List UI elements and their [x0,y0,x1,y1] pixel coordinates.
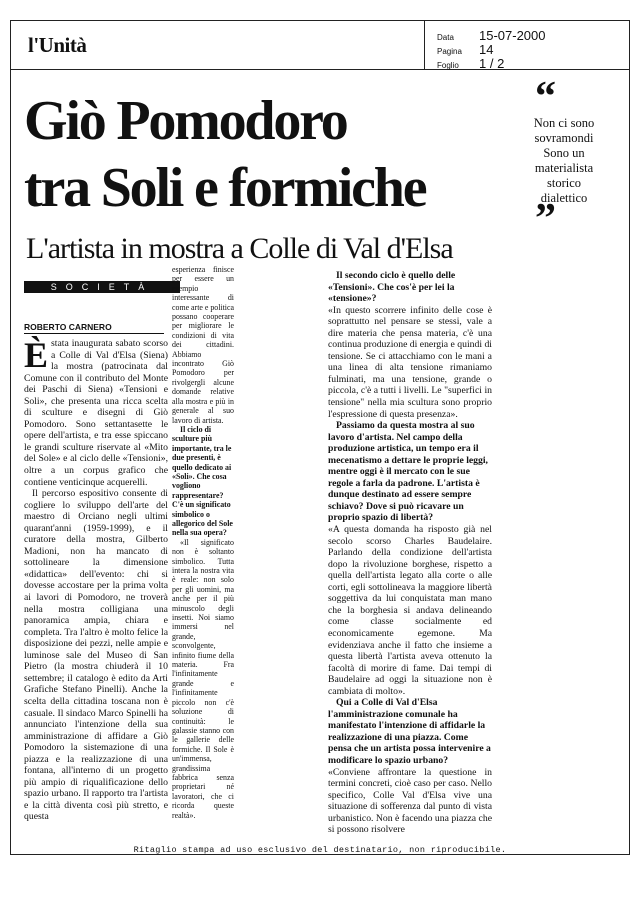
interview-answer: «In questo scorrere infinito delle cose è soprattutto nel pensare se stessi, vale a dire materia che pensa materia, c'è una continua produzione di energia e quindi di tensione. Se ci attacchiamo con le mani a una linea di alta tensione rimaniamo fulminati, ma una tensione, grande o piccola, c'è a tutti i livelli. Le "superfici in tensione" nella mia scultura sono proprio l'espressione di questa presenza». [328,304,492,420]
meta-sheet-value: 1 / 2 [479,56,505,71]
drop-cap: È [24,335,49,375]
interview-answer: «Il significato non è soltanto simbolico. Tutta intera la nostra vita è reale: non solo per gli uomini, ma anche per il più minuscolo degli insetti. Noi siamo immersi nel grande, sconvolgente, infinito fiume della materia. Fra l'infinitamente grande e l'infinitamente piccolo non c'è soluzione di continuità: le galassie stanno con le gallerie delle formiche. Il Sole è un'immensa, grandissima fabbrica senza proprietari né lavoratori, che ci ricorda queste realtà». [172,537,234,820]
headline-line-1: Giò Pomodoro [24,90,347,152]
article-paragraph: stata inaugurata sabato scorso a Colle di Val d'Elsa (Siena) la mostra (patrocinata dal Comune con il contributo del Monte dei Paschi di Siena) «Tensioni e Soli», che presenta una ricca scelta di sculture e disegni di Giò Pomodoro. Sono settantasette le opere dell'artista, e tra esse spiccano le grandi sculture riservate al «Mito del Sole» e al ciclo delle «Tensioni», oltre a un corpus grafico che contiene venticinque acquerelli. [24,338,168,488]
newspaper-masthead: l'Unità [28,33,87,57]
pull-quote-line: sovramondi [534,131,594,145]
interview-answer: «Conviene affrontare la questione in termini concreti, cioè caso per caso. Nello specifico, Colle Val d'Elsa vive una situazione di sofferenza dal punto di vista urbanistico. Non è facendo una piazza che si possono risolvere [328,766,492,836]
meta-sheet-row [437,55,504,73]
headline-line-2: tra Soli e formiche [24,157,426,219]
meta-date-value: 15-07-2000 [479,28,546,43]
pull-quote-line: Sono un [543,146,585,160]
byline-rule [24,333,164,334]
close-quote-icon: ” [535,196,556,242]
meta-page-value: 14 [479,42,494,57]
pull-quote [508,116,620,206]
meta-page-label: Pagina [437,47,462,56]
section-label: SOCIETÀ [24,281,180,293]
article-column-3 [328,270,492,836]
interview-question: Qui a Colle di Val d'Elsa l'amministrazione comunale ha manifestato l'intenzione di affidarle la realizzazione di una piazza. Come pensa che un artista possa intervenire a modificare lo spazio urbano? [328,697,491,766]
interview-question: Il ciclo di sculture più importante, tra le due presenti, è quello dedicato ai «Soli». Che cosa vogliono rappresentare? C'è un significato simbolico o allegorico del Sole nella sua opera? [172,424,233,538]
pull-quote-line: materialista [534,161,594,175]
interview-answer: «A questa domanda ha risposto già nel secolo scorso Charles Baudelaire. Parlando della condizione dell'artista dopo la rivoluzione borghese, rispetto a quella dell'artista legato alla corte o alle corti, egli sottolineava la maggiore libertà soggettiva da lui conquistata man mano che la borghesia si andava delineando come classe socialmente ed economicamente egemone. Ma evidenziava anche il fatto che insieme a questa libertà l'artista aveva ottenuto la facoltà di morire di fame. Dai tempi di Baudelaire ad oggi la situazione non è cambiata di molto». [328,524,492,697]
meta-date-label: Data [437,33,454,42]
article-column-1 [24,335,168,823]
author-byline: ROBERTO CARNERO [24,322,112,332]
clipping-metadata [424,20,631,70]
article-paragraph: Il percorso espositivo consente di cogliere lo sviluppo dell'arte del maestro di Orciano negli ultimi quarant'anni (1959-1999), e il curatore della mostra, Gilberto Madioni, non ha mancato di sottolineare la dimensione «didattica» dell'evento: chi si dovesse accostare per la prima volta ai lavori di Pomodoro, ne troverà nella mostra colligiana una panoramica ampia, chiara e completa. Tra l'altro è molto felice la disposizione dei pezzi, nelle ampie e luminose sale del Museo di San Pietro (la mostra chiuderà il 10 settembre; il catalogo è edito da Arti Grafiche Stefano Pinelli). Anche la scelta della cittadina toscana non è casuale. Il sindaco Marco Spinelli ha annunciato l'intenzione della sua amministrazione di affidare a Giò Pomodoro la sistemazione di una piazza e la realizzazione di una fontana, all'interno di un progetto più ampio di riqualificazione dello spazio urbano. Il rapporto tra l'artista e la città diventa così più stretto, e questa [24,488,168,823]
open-quote-icon: “ [535,74,556,120]
clipping-footer-notice: Ritaglio stampa ad uso esclusivo del destinatario, non riproducibile. [133,845,507,855]
article-column-2 [172,265,234,820]
pull-quote-line: dialettico [540,191,588,205]
article-subtitle: L'artista in mostra a Colle di Val d'Elsa [26,232,453,265]
pull-quote-line: Non ci sono [533,116,595,130]
meta-sheet-label: Foglio [437,61,459,70]
interview-question: Passiamo da questa mostra al suo lavoro d'artista. Nel campo della produzione artistica, un tempo era il mecenatismo a dettare le proprie leggi, mentre oggi è il mercato con le sue regole a farla da padrone. L'artista è dunque destinato ad essere sempre schiavo? Dove si può ricavare un proprio spazio di libertà? [328,420,488,524]
interview-question: Il secondo ciclo è quello delle «Tensioni». Che cos'è per lei la «tensione»? [328,270,456,305]
pull-quote-line: storico [546,176,582,190]
article-paragraph: esperienza finisce per essere un esempio interessante di come arte e politica possano cooperare per migliorare le condizioni di vita dei cittadini. Abbiamo incontrato Giò Pomodoro per rivolgergli alcune domande relative alla mostra e più in generale al suo lavoro di artista. [172,265,234,425]
